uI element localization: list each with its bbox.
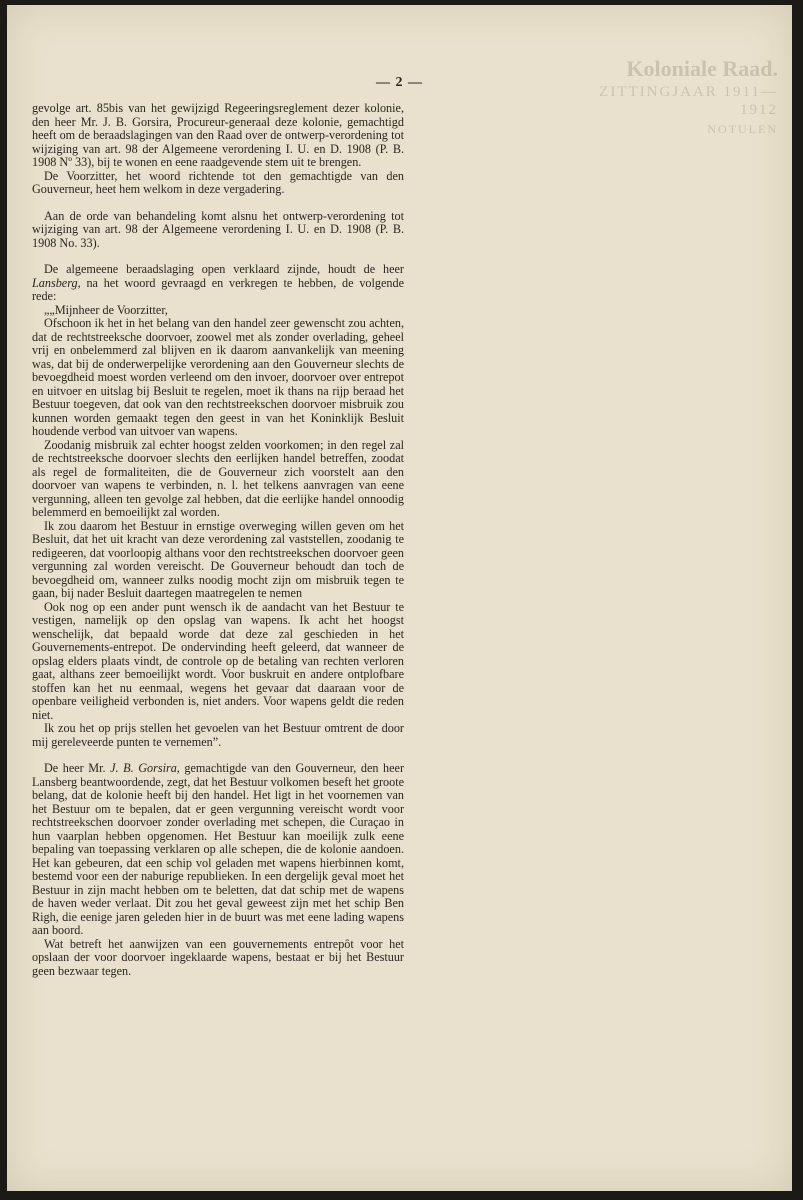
document-page [7, 5, 792, 1191]
body-text [32, 102, 404, 978]
paragraph: Zoodanig misbruik zal echter hoogst zelden voorkomen; in den regel zal de rechtstreeksche doorvoer slechts den eerlijken handel betreffen, zoodat als regel de formaliteiten, die de Gouverneur zich voorstelt aan den doorvoer van wapens te verbinden, n. l. het telkens aanvragen van eene vergunning, alleen ten gevolge zal hebben, dat die eerlijke handel onnoodig belemmerd en bemoeilijkt zal worden. [32, 437, 404, 519]
paragraph: gevolge art. 85bis van het gewijzigd Regeeringsreglement dezer kolonie, den heer Mr. J. B. Gorsira, Procureur-generaal deze kolonie, gemachtigd heeft om de beraadslagingen van den Raad over de ontwerp-verordening tot wijziging van art. 98 der Algemeene verordening I. U. en D. 1908 (P. B. 1908 Nº 33), bij te wonen en eene raadgevende stem uit te brengen. [32, 101, 404, 169]
paragraph: „„Mijnheer de Voorzitter, [44, 302, 168, 317]
page-number: — 2 — [376, 75, 423, 90]
paragraph: Ofschoon ik het in het belang van den handel zeer gewenscht zou achten, dat de rechtstreeksche doorvoer, zoowel met als zonder overlading, geheel vrij en onbelemmerd zal blijven en ik daarom aanvankelijk van meening was, dat bij de onderwerpelijke verordening aan den Gouverneur slechts de bevoegdheid moest worden verleend om den invoer, doorvoer over entrepot en uitvoer en uitslag bij Besluit te regelen, moet ik thans na rijp beraad het Bestuur toegeven, dat ook van den rechtstreekschen doorvoer misbruik zou kunnen worden gemaakt tegen den geest in van het Koninklijk Besluit houdende verbod van uitvoer van wapens. [32, 316, 404, 438]
paragraph: Ook nog op een ander punt wensch ik de aandacht van het Bestuur te vestigen, namelijk op den opslag van wapens. Ik acht het hoogst wenschelijk, dat bepaald worde dat deze zal geschieden in het Gouvernements-entrepot. De ondervinding heeft geleerd, dat wanneer de opslag elders plaats vindt, de controle op de betaling van rechten verloren gaat, althans zeer bemoeilijkt wordt. Voor buskruit en andere ontplofbare stoffen kan het nu eenmaal, wegens het gevaar dat daaraan voor de openbare veiligheid verbonden is, niet anders. Voor wapens geldt die reden niet. [32, 599, 404, 722]
paragraph: Wat betreft het aanwijzen van een gouvernements entrepôt voor het opslaan der voor doorvoer ingeklaarde wapens, bestaat er bij het Bestuur geen bezwaar tegen. [32, 936, 404, 978]
paragraph: De algemeene beraadslaging open verklaard zijnde, houdt de heer Lansberg, na het woord gevraagd en verkregen te hebben, de volgende rede: [32, 262, 405, 303]
paragraph: De heer Mr. J. B. Gorsira, gemachtigde van den Gouverneur, den heer Lansberg beantwoordende, zegt, dat het Bestuur volkomen beseft het groote belang, dat de kolonie heeft bij den handel. Het ligt in het voornemen van het Bestuur om te bepalen, dat er geen vergunning vereischt wordt voor rechtstreekschen doorvoer zonder overlading met schepen, die Curaçao in hun vaarplan hebben opgenomen. Het Bestuur kan moeilijk zulk eene bepaling van toepassing verklaren op alle schepen, die de kolonie aandoen. Het kan gebeuren, dat een schip vol geladen met wapens hierbinnen komt, bestemd voor een der naburige republieken. In een dergelijk geval moet het Bestuur in zijn macht hebben om te beletten, dat dat schip met de wapens de haven weder verlaat. Dit zou het geval geweest zijn met het schip Ben Righ, die eenige jaren geleden hier in de buurt was met eene lading wapens aan boord. [32, 761, 405, 937]
paragraph: Ik zou daarom het Bestuur in ernstige overweging willen geven om het Besluit, dat het uit kracht van deze verordening zal vaststellen, zoodanig te redigeeren, dat voorloopig althans voor den rechtstreekschen doorvoer geen vergunning zal worden vereischt. De Gouverneur behoudt dan toch de bevoegdheid om, wanneer zulks noodig mocht zijn om misbruik tegen te gaan, bij nader Besluit daartegen maatregelen te nemen [32, 518, 404, 600]
paragraph: Aan de orde van behandeling komt alsnu het ontwerp-verordening tot wijziging van art. 98 der Algemeene verordening I. U. en D. 1908 (P. B. 1908 No. 33). [32, 208, 404, 250]
bleed-through-text: Koloniale Raad. ZITTINGJAAR 1911—1912 NOTULEN [599, 56, 778, 136]
paragraph: De Voorzitter, het woord richtende tot den gemachtigde van den Gouverneur, heet hem welkom in deze vergadering. [32, 168, 404, 196]
paragraph: Ik zou het op prijs stellen het gevoelen van het Bestuur omtrent de door mij gereleveerde punten te vernemen”. [32, 721, 404, 749]
